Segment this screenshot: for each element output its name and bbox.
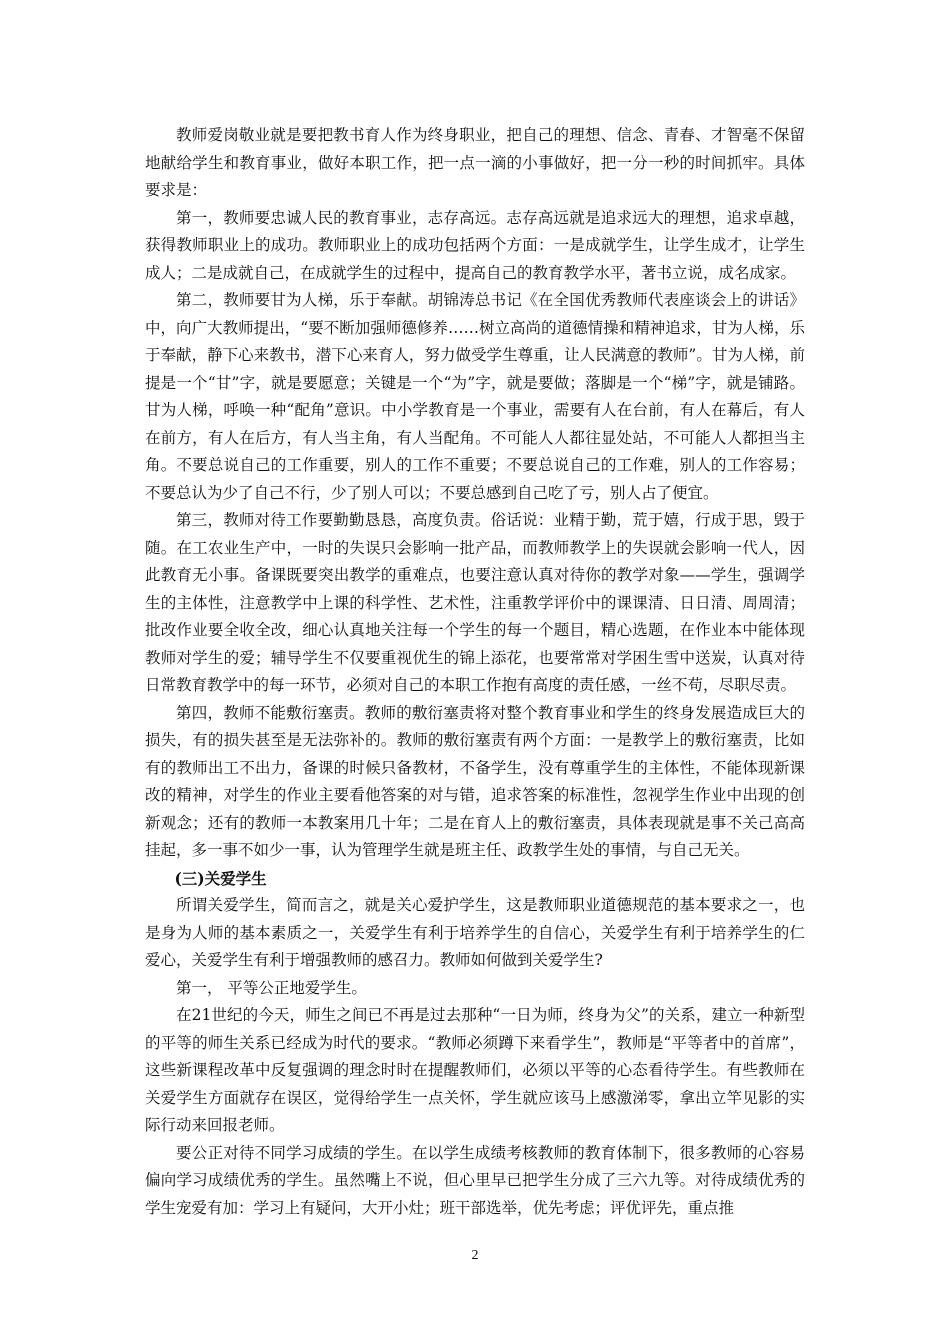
- section-paragraph-fairness: 要公正对待不同学习成绩的学生。在以学生成绩考核教师的教育体制下，很多教师的心容易偏向学习成绩优秀的学生。虽然嘴上不说，但心里早已把学生分成了三六九等。对待成绩优秀的学生宠爱有加：学习上有疑问，大开小灶；班干部选举，优先考虑；评优评先，重点推: [145, 1143, 805, 1217]
- document-body: [145, 122, 805, 1222]
- paragraph-point-2: 第二，教师要甘为人梯，乐于奉献。胡锦涛总书记《在全国优秀教师代表座谈会上的讲话》中，向广大教师提出，“要不断加强师德修养……树立高尚的道德情操和精神追求，甘为人梯，乐于奉献，静下心来教书，潜下心来育人，努力做受学生尊重，让人民满意的教师”。甘为人梯，前提是一个“甘”字，就是要愿意；关键是一个“为”字，就是要做；落脚是一个“梯”字，就是铺路。甘为人梯，呼唤一种“配角”意识。中小学教育是一个事业，需要有人在台前，有人在幕后，有人在前方，有人在后方，有人当主角，有人当配角。不可能人人都往显处站，不可能人人都担当主角。不要总说自己的工作重要，别人的工作不重要；不要总说自己的工作难，别人的工作容易；不要总认为少了自己不行，少了别人可以；不要总感到自己吃了亏，别人占了便宜。: [145, 291, 805, 502]
- page-number: 2: [471, 1248, 479, 1263]
- paragraph-point-3: 第三，教师对待工作要勤勤恳恳，高度负责。俗话说：业精于勤，荒于嬉，行成于思，毁于随。在工农业生产中，一时的失误只会影响一批产品，而教师教学上的失误就会影响一代人，因此教育无小事。备课既要突出教学的重难点，也要注意认真对待你的教学对象——学生，强调学生的主体性，注意教学中上课的科学性、艺术性，注重教学评价中的课课清、日日清、周周清；批改作业要全收全改，细心认真地关注每一个学生的每一个题目，精心选题，在作业本中能体现教师对学生的爱；辅导学生不仅要重视优生的锦上添花，也要常常对学困生雪中送炭，认真对待日常教育教学中的每一环节，必须对自己的本职工作抱有高度的责任感，一丝不苟，尽职尽责。: [145, 511, 805, 694]
- paragraph-intro: 教师爱岗敬业就是要把教书育人作为终身职业，把自己的理想、信念、青春、才智毫不保留地献给学生和教育事业，做好本职工作，把一点一滴的小事做好，把一分一秒的时间抓牢。具体要求是：: [145, 126, 805, 199]
- paragraph-point-4: 第四，教师不能敷衍塞责。教师的敷衍塞责将对整个教育事业和学生的终身发展造成巨大的损失，有的损失甚至是无法弥补的。教师的敷衍塞责有两个方面：一是教学上的敷衍塞责，比如有的教师出工不出力，备课的时候只备教材，不备学生，没有尊重学生的主体性，不能体现新课改的精神，对学生的作业主要看他答案的对与错，追求答案的标准性，忽视学生作业中出现的创新观念；还有的教师一本教案用几十年；二是在育人上的敷衍塞责，具体表现就是事不关己高高挂起，多一事不如少一事，认为管理学生就是班主任、政教学生处的事情，与自己无关。: [145, 703, 805, 859]
- section-paragraph-point-1: 第一， 平等公正地爱学生。: [176, 978, 367, 997]
- section-paragraph-intro: 所谓关爱学生，简而言之，就是关心爱护学生，这是教师职业道德规范的基本要求之一，也是身为人师的基本素质之一，关爱学生有利于培养学生的自信心，关爱学生有利于培养学生的仁爱心，关爱学生有利于增强教师的感召力。教师如何做到关爱学生?: [145, 896, 805, 969]
- paragraph-point-1: 第一，教师要忠诚人民的教育事业，志存高远。志存高远就是追求远大的理想，追求卓越，获得教师职业上的成功。教师职业上的成功包括两个方面：一是成就学生，让学生成才，让学生成人；二是成就自己，在成就学生的过程中，提高自己的教育教学水平，著书立说，成名成家。: [145, 208, 805, 282]
- section-heading: (三)关爱学生: [174, 868, 267, 888]
- section-paragraph-equality: 在21世纪的今天，师生之间已不再是过去那种“一日为师，终身为父”的关系，建立一种新型的平等的师生关系已经成为时代的要求。“教师必须蹲下来看学生”，教师是“平等者中的首席”，这些新课程改革中反复强调的理念时时在提醒教师们，必须以平等的心态看待学生。有些教师在关爱学生方面就存在误区，觉得给学生一点关怀，学生就应该马上感激涕零，拿出立竿见影的实际行动来回报老师。: [145, 1006, 805, 1134]
